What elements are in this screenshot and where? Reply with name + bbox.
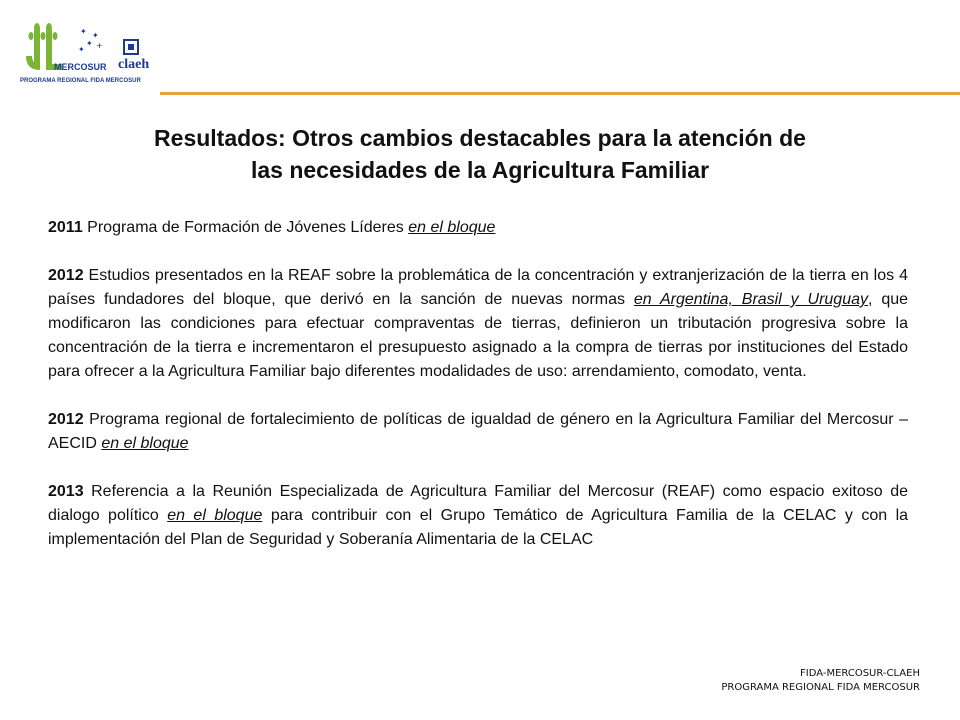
entry-text: Referencia a la Reunión Especializada de Agricultura Familiar del Mercosur (REAF) como espacio exitoso de dialogo político bbox=[48, 483, 908, 524]
header-rule bbox=[160, 92, 960, 95]
svg-text:+: + bbox=[96, 41, 103, 50]
entry-year: 2012 bbox=[48, 267, 84, 284]
results-list bbox=[48, 216, 908, 576]
entry-text: Estudios presentados en la REAF sobre la problemática de la concentración y extranjerización de la tierra en los 4 países fundadores del bloque, que derivó en la sanción de nuevas normas bbox=[48, 267, 908, 308]
entry-text-after: para contribuir con el Grupo Temático de Agricultura Familia de la CELAC y con la implementación del Plan de Seguridad y Soberanía Alimentaria de la CELAC bbox=[48, 507, 909, 548]
title-line-1: Resultados: Otros cambios destacables para la atención de bbox=[154, 125, 806, 151]
header bbox=[0, 0, 960, 96]
slide-title bbox=[40, 122, 920, 186]
entry-2012-gender bbox=[48, 408, 908, 456]
svg-text:✦: ✦ bbox=[92, 31, 99, 40]
svg-text:✦: ✦ bbox=[78, 45, 85, 54]
entry-year: 2011 bbox=[48, 219, 83, 236]
title-line-2: las necesidades de la Agricultura Familiar bbox=[250, 157, 710, 183]
entry-year: 2013 bbox=[48, 483, 84, 500]
footer-line-2: PROGRAMA REGIONAL FIDA MERCOSUR bbox=[721, 682, 920, 693]
entry-text-after: , que modificaron las condiciones para efectuar compraventas de tierras, definieron un tributación progresiva sobre la concentración de la tierra e incrementaron el presupuesto asignado a la compra de tierras por instituciones del Estado para ofrecer a la Agricultura Familiar bajo diferentes modalidades de uso: arrendamiento, comodato, venta. bbox=[48, 291, 909, 380]
entry-scope: en el bloque bbox=[408, 219, 496, 236]
entry-year: 2012 bbox=[48, 411, 84, 428]
svg-text:PROGRAMA REGIONAL FIDA MERCOSU: PROGRAMA REGIONAL FIDA MERCOSUR bbox=[20, 78, 141, 84]
svg-text:✦: ✦ bbox=[80, 27, 87, 36]
entry-text: Programa de Formación de Jóvenes Líderes bbox=[82, 219, 409, 236]
footer-line-1: FIDA-MERCOSUR-CLAEH bbox=[800, 668, 920, 679]
footer bbox=[721, 667, 920, 695]
entry-scope: en el bloque bbox=[167, 507, 263, 524]
svg-text:✦: ✦ bbox=[86, 39, 93, 48]
entry-scope: en Argentina, Brasil y Uruguay bbox=[633, 291, 868, 308]
entry-2013 bbox=[48, 480, 908, 552]
program-logo bbox=[20, 22, 160, 92]
entry-text: Programa regional de fortalecimiento de políticas de igualdad de género en la Agricultura Familiar del Mercosur – AECID bbox=[48, 411, 908, 452]
entry-2011 bbox=[48, 216, 908, 240]
entry-scope: en el bloque bbox=[101, 435, 189, 452]
svg-text:MERCOSUR: MERCOSUR bbox=[54, 62, 107, 72]
svg-text:claeh: claeh bbox=[118, 57, 150, 72]
entry-2012-land bbox=[48, 264, 908, 384]
